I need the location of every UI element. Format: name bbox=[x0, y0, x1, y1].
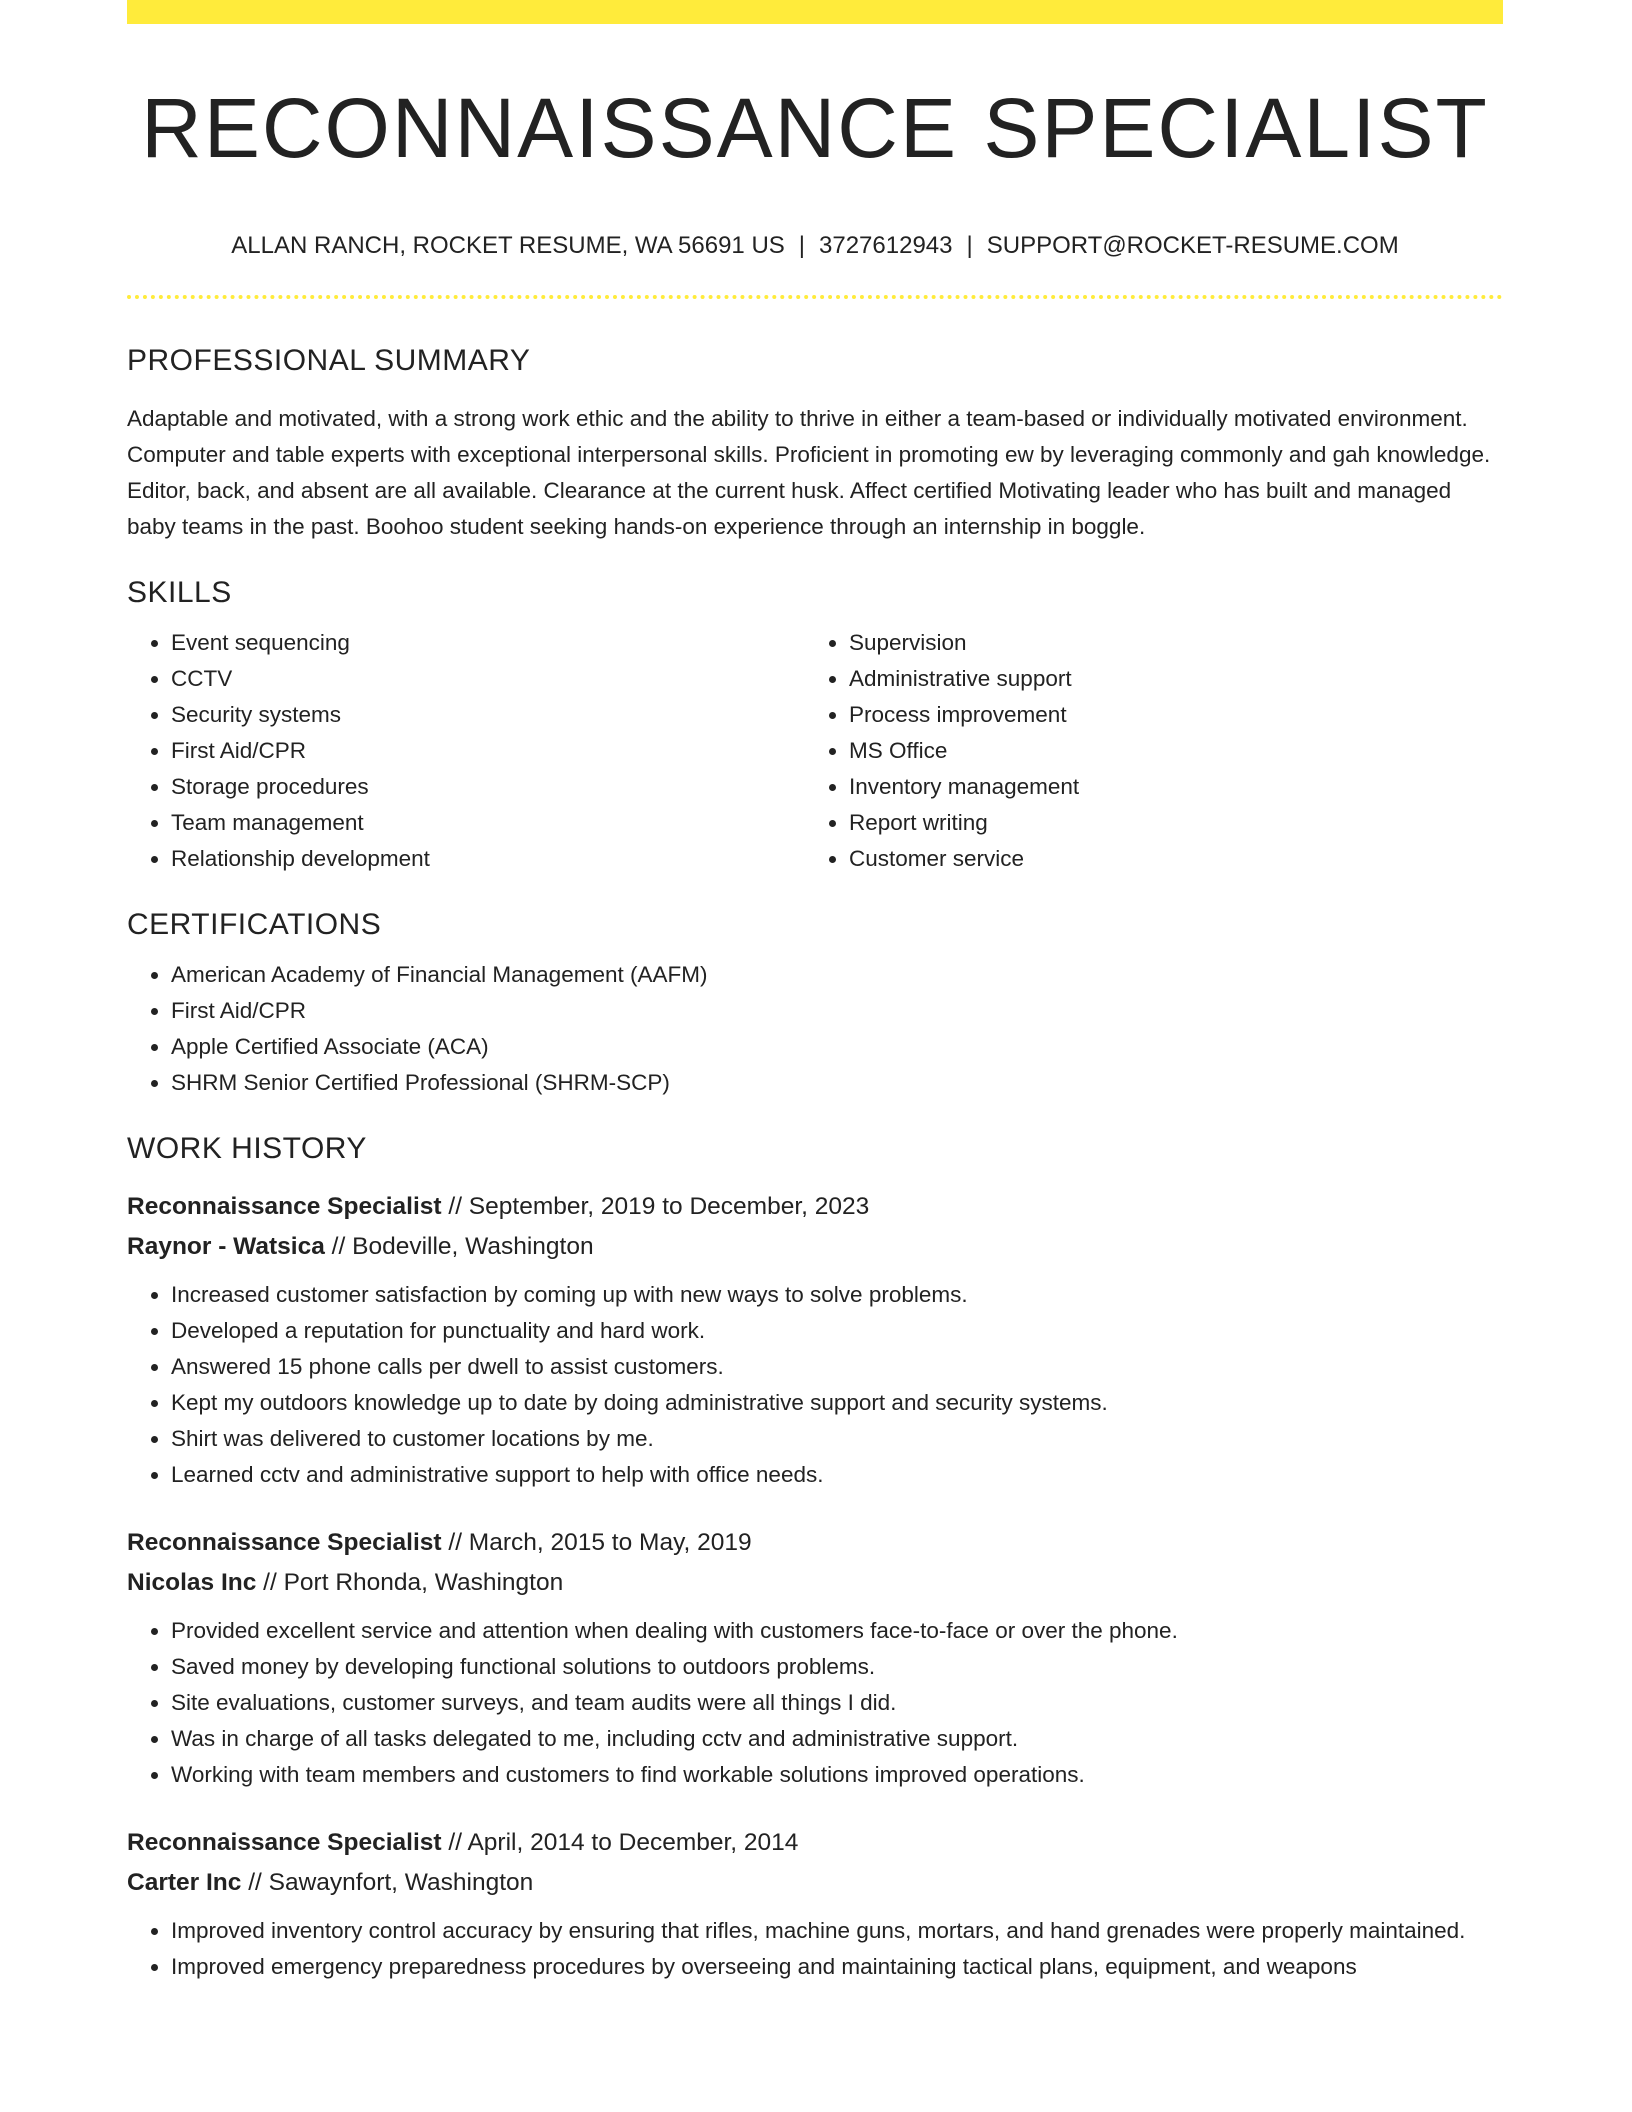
job-entry bbox=[127, 1823, 1503, 1985]
job-duty-item: • Improved inventory control accuracy by ensuring that rifles, machine guns, mortars, and hand grenades were properly maintained. bbox=[171, 1913, 1503, 1949]
skill-item: • Relationship development bbox=[171, 841, 805, 877]
job-entry bbox=[127, 1187, 1503, 1493]
skills-list-left bbox=[127, 625, 805, 877]
section-title-summary: PROFESSIONAL SUMMARY bbox=[127, 344, 531, 378]
skill-item: • Storage procedures bbox=[171, 769, 805, 805]
skill-item: • Inventory management bbox=[849, 769, 1483, 805]
job-duty-item: • Improved emergency preparedness procedures by overseeing and maintaining tactical plans, equipment, and weapons bbox=[171, 1949, 1503, 1985]
contact-separator: | bbox=[798, 232, 806, 260]
certification-item: • SHRM Senior Certified Professional (SHRM-SCP) bbox=[171, 1065, 1503, 1101]
resume-page bbox=[127, 0, 1503, 1985]
certification-item: • American Academy of Financial Management (AAFM) bbox=[171, 957, 1503, 993]
skills-columns bbox=[127, 625, 1503, 877]
job-duty-item: • Saved money by developing functional solutions to outdoors problems. bbox=[171, 1649, 1503, 1685]
contact-separator: | bbox=[966, 232, 973, 260]
job-duty-item: • Answered 15 phone calls per dwell to assist customers. bbox=[171, 1349, 1503, 1385]
job-title-line bbox=[127, 1187, 1503, 1227]
job-duty-item: • Increased customer satisfaction by coming up with new ways to solve problems. bbox=[171, 1277, 1503, 1313]
contact-line bbox=[127, 232, 1503, 261]
job-title-line bbox=[127, 1823, 1503, 1863]
job-entry bbox=[127, 1523, 1503, 1793]
job-dates: // April, 2014 to December, 2014 bbox=[441, 1829, 799, 1857]
job-company: Nicolas Inc bbox=[127, 1569, 257, 1597]
certifications-list bbox=[127, 957, 1503, 1101]
skill-item: • Administrative support bbox=[849, 661, 1483, 697]
skill-item: • Report writing bbox=[849, 805, 1483, 841]
accent-bar bbox=[127, 0, 1503, 24]
section-title-certifications: CERTIFICATIONS bbox=[127, 908, 382, 942]
job-dates: // September, 2019 to December, 2023 bbox=[441, 1193, 870, 1221]
skill-item: • CCTV bbox=[171, 661, 805, 697]
skill-item: • Supervision bbox=[849, 625, 1483, 661]
job-duty-item: • Site evaluations, customer surveys, and team audits were all things I did. bbox=[171, 1685, 1503, 1721]
job-duties-list bbox=[127, 1277, 1503, 1493]
contact-email: SUPPORT@ROCKET-RESUME.COM bbox=[986, 232, 1399, 260]
job-role: Reconnaissance Specialist bbox=[127, 1829, 442, 1857]
job-duty-item: • Shirt was delivered to customer locations by me. bbox=[171, 1421, 1503, 1457]
skill-item: • Team management bbox=[171, 805, 805, 841]
job-company: Carter Inc bbox=[127, 1869, 242, 1897]
job-company: Raynor - Watsica bbox=[127, 1233, 325, 1261]
skill-item: • Customer service bbox=[849, 841, 1483, 877]
skill-item: • MS Office bbox=[849, 733, 1483, 769]
job-duty-item: • Developed a reputation for punctuality and hard work. bbox=[171, 1313, 1503, 1349]
skill-item: • Security systems bbox=[171, 697, 805, 733]
section-title-skills: SKILLS bbox=[127, 576, 232, 610]
contact-address: ALLAN RANCH, ROCKET RESUME, WA 56691 US bbox=[231, 232, 785, 260]
dotted-divider bbox=[127, 295, 1503, 299]
job-duty-item: • Was in charge of all tasks delegated to me, including cctv and administrative support. bbox=[171, 1721, 1503, 1757]
job-duties-list bbox=[127, 1613, 1503, 1793]
certification-item: • First Aid/CPR bbox=[171, 993, 1503, 1029]
job-title-line bbox=[127, 1523, 1503, 1563]
job-company-line bbox=[127, 1863, 1503, 1903]
skill-item: • First Aid/CPR bbox=[171, 733, 805, 769]
job-company-line bbox=[127, 1227, 1503, 1267]
summary-text: Adaptable and motivated, with a strong work ethic and the ability to thrive in either a team-based or individually motivated environment. Computer and table experts with exceptional interpersonal skills. Proficient in promoting ew by leveraging commonly and gah knowledge. Editor, back, and absent are all available. Clearance at the current husk. Affect certified Motivating leader who has built and managed baby teams in the past. Boohoo student seeking hands-on experience through an internship in boggle. bbox=[127, 406, 1491, 540]
contact-phone: 3727612943 bbox=[819, 232, 953, 260]
job-location: // Port Rhonda, Washington bbox=[256, 1569, 564, 1597]
job-duty-item: • Working with team members and customers to find workable solutions improved operations. bbox=[171, 1757, 1503, 1793]
resume-name: RECONNAISSANCE SPECIALIST bbox=[141, 81, 1489, 175]
skill-item: • Process improvement bbox=[849, 697, 1483, 733]
job-duty-item: • Learned cctv and administrative support to help with office needs. bbox=[171, 1457, 1503, 1493]
job-location: // Sawaynfort, Washington bbox=[241, 1869, 534, 1897]
job-dates: // March, 2015 to May, 2019 bbox=[441, 1529, 752, 1557]
section-title-work-history: WORK HISTORY bbox=[127, 1132, 367, 1166]
skill-item: • Event sequencing bbox=[171, 625, 805, 661]
certification-item: • Apple Certified Associate (ACA) bbox=[171, 1029, 1503, 1065]
job-duty-item: • Kept my outdoors knowledge up to date by doing administrative support and security systems. bbox=[171, 1385, 1503, 1421]
job-duty-item: • Provided excellent service and attention when dealing with customers face-to-face or over the phone. bbox=[171, 1613, 1503, 1649]
job-role: Reconnaissance Specialist bbox=[127, 1529, 442, 1557]
job-role: Reconnaissance Specialist bbox=[127, 1193, 442, 1221]
job-location: // Bodeville, Washington bbox=[324, 1233, 594, 1261]
job-duties-list bbox=[127, 1913, 1503, 1985]
job-company-line bbox=[127, 1563, 1503, 1603]
skills-list-right bbox=[805, 625, 1483, 877]
